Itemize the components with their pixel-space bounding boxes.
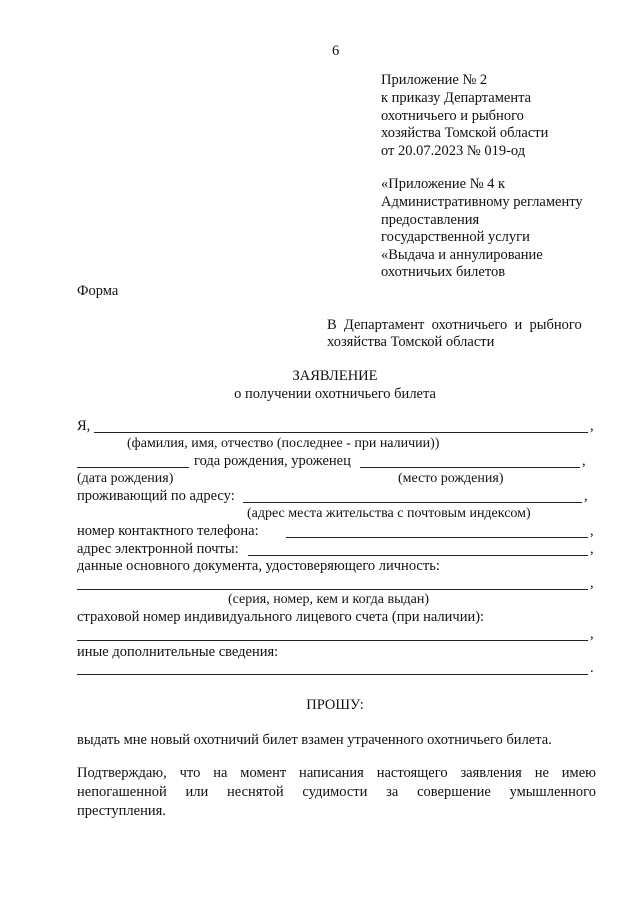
regulation-line: «Выдача и аннулирование [381, 247, 543, 263]
id-doc-input-line[interactable] [77, 589, 588, 590]
birth-date-input-line[interactable] [77, 467, 189, 468]
document-title: ЗАЯВЛЕНИЕ [292, 368, 378, 384]
i-label: Я, [77, 418, 91, 434]
id-doc-hint: (серия, номер, кем и когда выдан) [228, 592, 429, 607]
address-label: проживающий по адресу: [77, 488, 235, 504]
regulation-line: Административному регламенту [381, 194, 583, 210]
period: . [590, 660, 594, 676]
appendix-line: Приложение № 2 [381, 72, 488, 88]
request-heading: ПРОШУ: [306, 697, 364, 713]
extra-label: иные дополнительные сведения: [77, 644, 279, 660]
comma: , [584, 488, 588, 504]
comma: , [582, 453, 586, 469]
email-label: адрес электронной почты: [77, 541, 239, 557]
regulation-line: предоставления [381, 212, 480, 228]
extra-input-line[interactable] [77, 674, 588, 675]
birth-place-input-line[interactable] [360, 467, 580, 468]
comma: , [590, 575, 594, 591]
birth-place-hint: (место рождения) [398, 471, 504, 486]
appendix-line: охотничьего и рыбного [381, 108, 524, 124]
addressee-line: В Департамент охотничьего и рыбного [327, 317, 582, 333]
birth-date-hint: (дата рождения) [77, 471, 174, 486]
birth-year-text: года рождения, уроженец [194, 453, 351, 469]
snils-label: страховой номер индивидуального лицевого счета (при наличии): [77, 609, 485, 625]
comma: , [590, 523, 594, 539]
appendix-line: хозяйства Томской области [381, 125, 549, 141]
form-label: Форма [77, 283, 119, 299]
addressee-line: хозяйства Томской области [327, 334, 495, 350]
regulation-line: «Приложение № 4 к [381, 176, 506, 192]
fio-hint: (фамилия, имя, отчество (последнее - при наличии)) [127, 436, 440, 451]
address-hint: (адрес места жительства с почтовым индексом) [247, 506, 531, 521]
comma: , [590, 626, 594, 642]
regulation-line: государственной услуги [381, 229, 530, 245]
id-doc-label: данные основного документа, удостоверяющего личность: [77, 558, 440, 574]
appendix-line: к приказу Департамента [381, 90, 532, 106]
fio-input-line[interactable] [94, 432, 588, 433]
phone-label: номер контактного телефона: [77, 523, 259, 539]
snils-input-line[interactable] [77, 640, 588, 641]
request-text: выдать мне новый охотничий билет взамен утраченного охотничьего билета. [77, 732, 552, 748]
phone-input-line[interactable] [286, 537, 588, 538]
document-subtitle: о получении охотничьего билета [234, 386, 436, 402]
comma: , [590, 418, 594, 434]
regulation-line: охотничьих билетов [381, 264, 506, 280]
email-input-line[interactable] [248, 555, 588, 556]
comma: , [590, 541, 594, 557]
address-input-line[interactable] [243, 502, 582, 503]
page-number: 6 [332, 43, 340, 59]
appendix-line: от 20.07.2023 № 019-од [381, 143, 526, 159]
confirm-paragraph: Подтверждаю, что на момент написания настоящего заявления не имею непогашенной или неснятой судимости за совершение умышленного преступления. [77, 765, 596, 819]
